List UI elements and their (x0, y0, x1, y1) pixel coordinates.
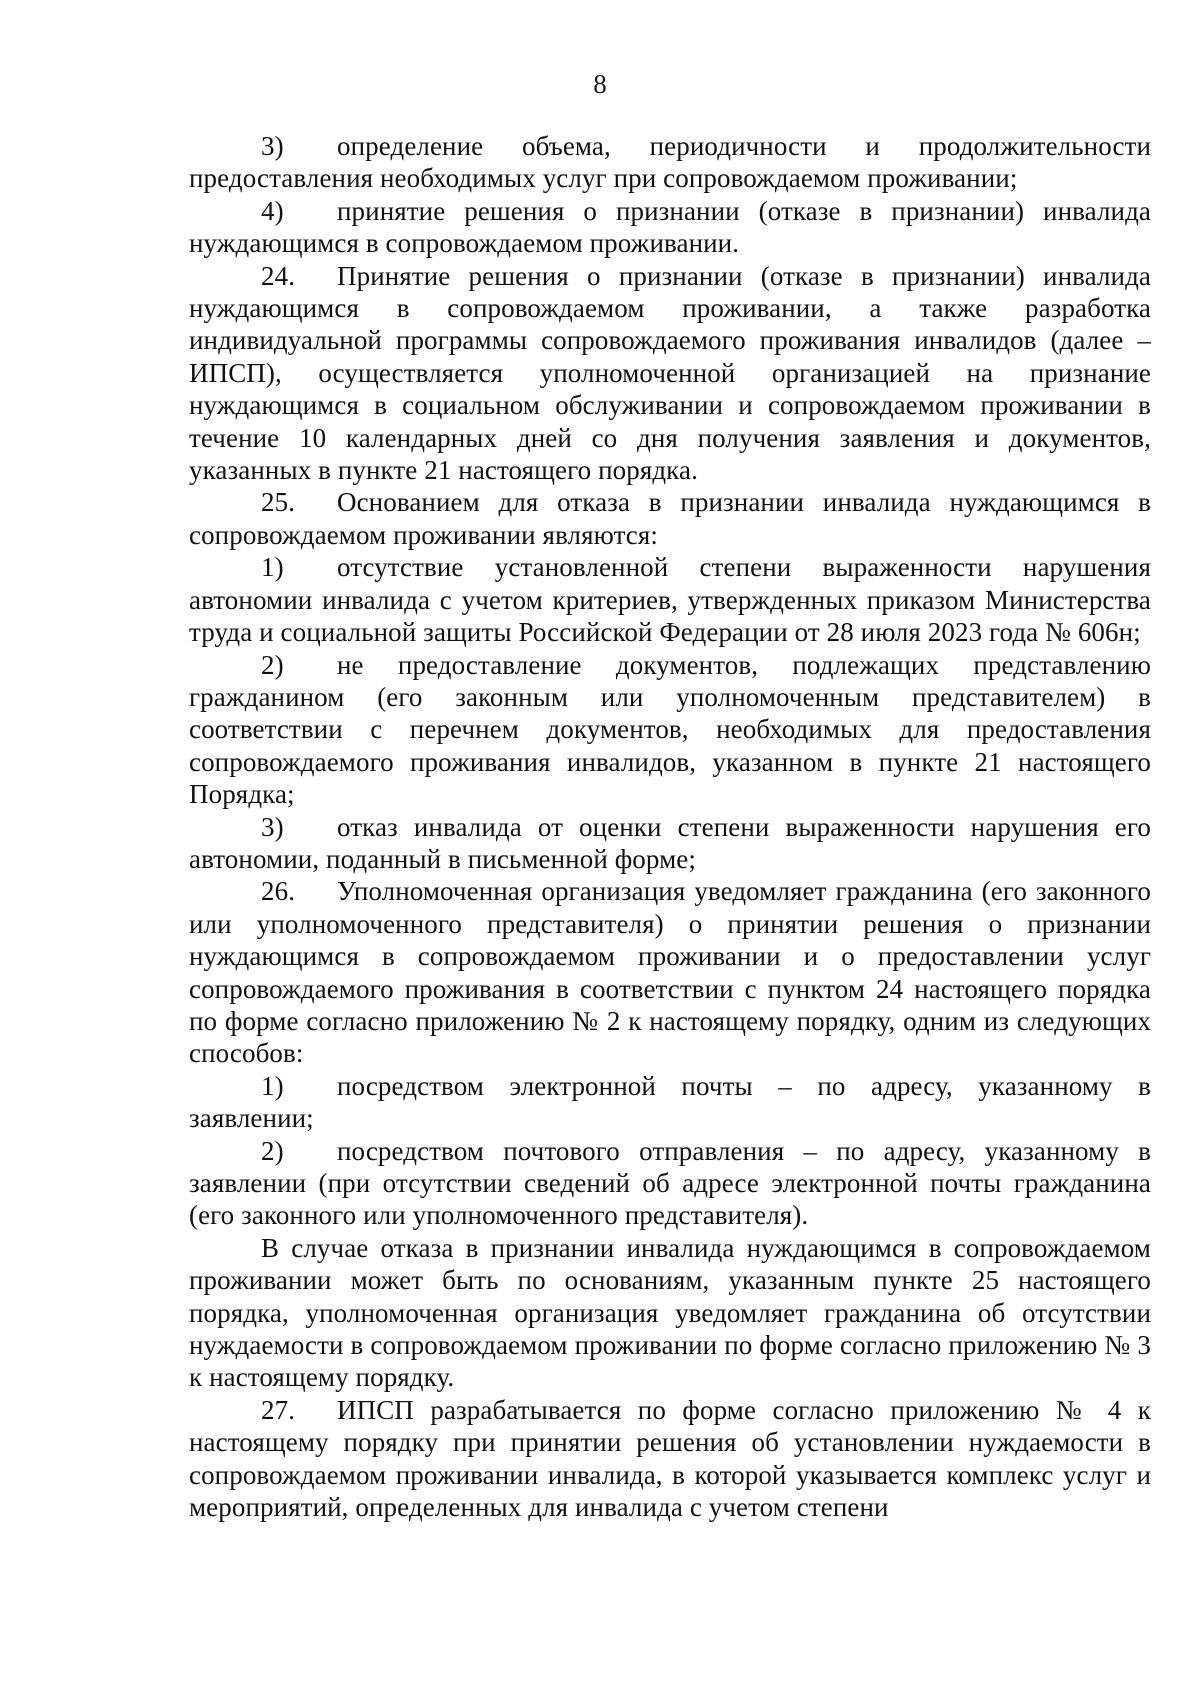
paragraph-number: 3) (261, 811, 284, 842)
paragraph-number: 3) (261, 131, 284, 161)
paragraph-text: Основанием для отказа в признании инвалида нуждающимся в сопровождаемом проживании являются: (189, 487, 1151, 550)
document-body (189, 130, 1151, 1523)
paragraph-27 (189, 1394, 1151, 1524)
paragraph-25-item-3 (189, 811, 1151, 876)
paragraph-number: 2) (261, 649, 284, 680)
paragraph-25-item-1 (189, 551, 1151, 648)
paragraph-item-4 (189, 195, 1151, 260)
page-number: 8 (593, 69, 607, 99)
paragraph-number: 1) (261, 552, 284, 583)
paragraph-26 (189, 875, 1151, 1069)
paragraph-number: 2) (261, 1135, 284, 1166)
paragraph-number: 24. (261, 260, 296, 291)
paragraph-number: 26. (261, 876, 296, 907)
paragraph-number: 27. (261, 1394, 296, 1425)
paragraph-25 (189, 486, 1151, 551)
paragraph-number: 25. (261, 487, 296, 518)
paragraph-text: В случае отказа в признании инвалида нуждающимся в сопровождаемом проживании может быть по основаниям, указанным пункте 25 настоящего порядка, уполномоченная организация уведомляет гражданина об отсутствии нуждаемости в сопровождаемом проживании по форме согласно приложению № 3 к настоящему порядку. (189, 1232, 1151, 1393)
paragraph-text: принятие решения о признании (отказе в признании) инвалида нуждающимся в сопровождаемом проживании. (189, 195, 1151, 259)
paragraph-26-item-2 (189, 1135, 1151, 1232)
paragraph-number: 4) (261, 195, 284, 226)
paragraph-26-item-1 (189, 1070, 1151, 1135)
paragraph-24 (189, 260, 1151, 487)
paragraph-item-3 (189, 130, 1151, 195)
paragraph-25-item-2 (189, 649, 1151, 811)
paragraph-text: ИПСП разрабатывается по форме согласно приложению № 4 к настоящему порядку при принятии решения об установлении нуждаемости в сопровождаемом проживании инвалида, в которой указывается комплекс услуг и мероприятий, определенных для инвалида с учетом степени (189, 1394, 1151, 1523)
paragraph-text: не предоставление документов, подлежащих представлению гражданином (его законным или уполномоченным представителем) в соответствии с перечнем документов, необходимых для предоставления сопровождаемого проживания инвалидов, указанном в пункте 21 настоящего Порядка; (189, 649, 1151, 810)
paragraph-refusal-notice (189, 1232, 1151, 1394)
paragraph-text: посредством электронной почты – по адресу, указанному в заявлении; (189, 1070, 1151, 1134)
paragraph-text: отказ инвалида от оценки степени выраженности нарушения его автономии, поданный в письменной форме; (189, 811, 1151, 874)
paragraph-text: Уполномоченная организация уведомляет гражданина (его законного или уполномоченного представителя) о принятии решения о признании нуждающимся в сопровождаемом проживании и о предоставлении услуг сопровождаемого проживания в соответствии с пунктом 24 настоящего порядка по форме согласно приложению № 2 к настоящему порядку, одним из следующих способов: (189, 876, 1151, 1069)
paragraph-text: посредством почтового отправления – по адресу, указанному в заявлении (при отсутствии сведений об адресе электронной почты гражданина (его законного или уполномоченного представителя). (189, 1135, 1151, 1231)
paragraph-text: определение объема, периодичности и продолжительности предоставления необходимых услуг при сопровождаемом проживании; (189, 131, 1151, 194)
paragraph-text: отсутствие установленной степени выраженности нарушения автономии инвалида с учетом критериев, утвержденных приказом Министерства труда и социальной защиты Российской Федерации от 28 июля 2023 года № 606н; (189, 552, 1151, 648)
paragraph-number: 1) (261, 1070, 284, 1101)
paragraph-text: Принятие решения о признании (отказе в признании) инвалида нуждающимся в сопровождаемом проживании, а также разработка индивидуальной программы сопровождаемого проживания инвалидов (далее – ИПСП), осуществляется уполномоченной организацией на признание нуждающимся в социальном обслуживании и сопровождаемом проживании в течение 10 календарных дней со дня получения заявления и документов, указанных в пункте 21 настоящего порядка. (189, 260, 1151, 486)
